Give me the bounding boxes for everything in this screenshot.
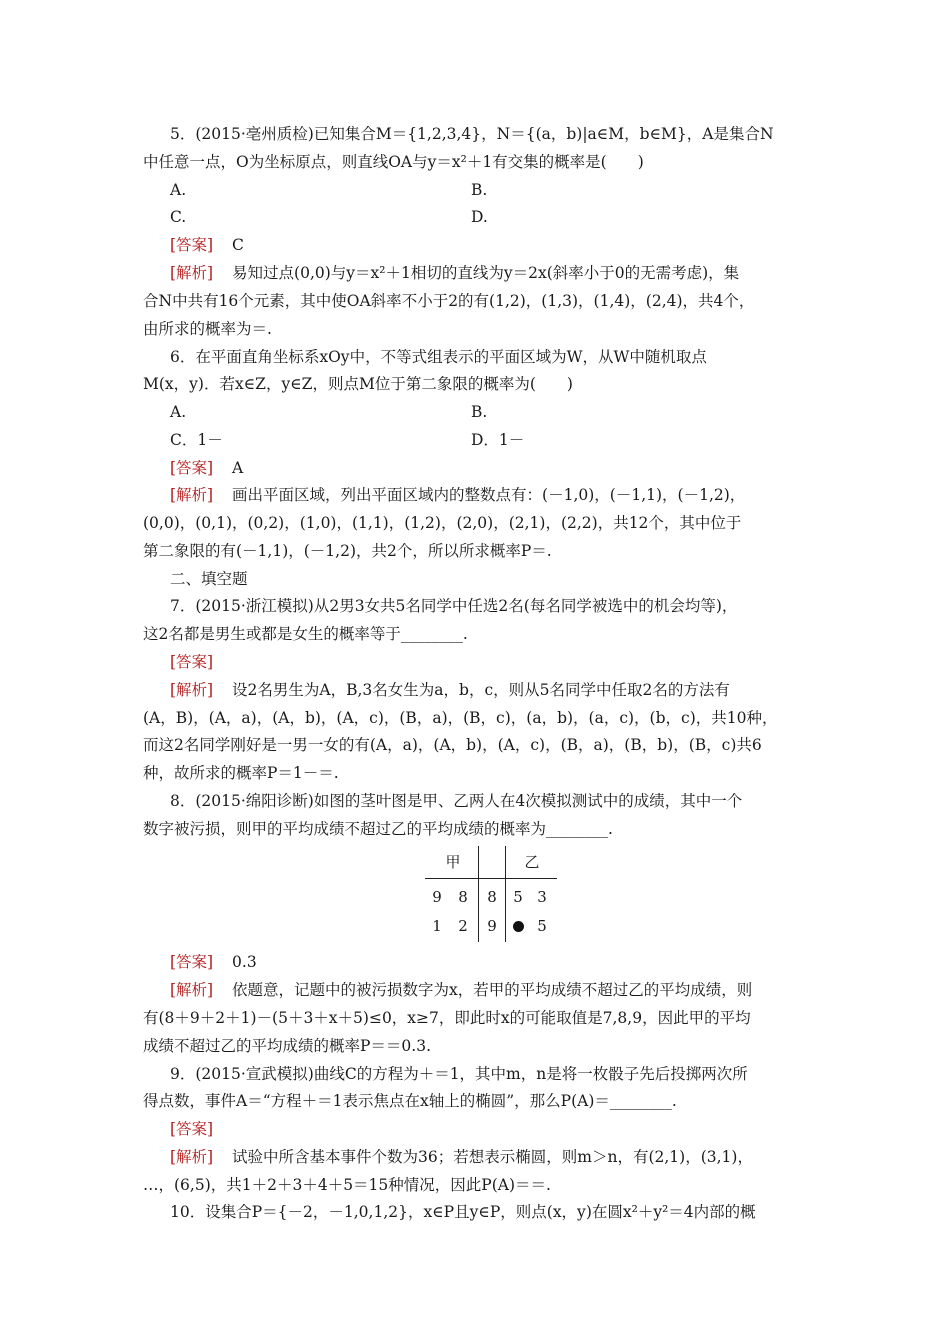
leaf-jia: 2 [458, 917, 468, 935]
q9-stem-line1: 9．(2015·宣武模拟)曲线C的方程为＋＝1，其中m，n是将一枚骰子先后投掷两次所 [170, 1065, 748, 1083]
header-yi: 乙 [524, 853, 540, 871]
answer-value: 0.3 [232, 953, 257, 971]
q5-explanation-line3: 由所求的概率为＝. [143, 320, 272, 338]
q9-answer [170, 1117, 213, 1141]
explanation-text: 试验中所含基本事件个数为36；若想表示椭圆，则m＞n，有(2,1)，(3,1)， [232, 1148, 753, 1166]
section-heading: 二、填空题 [170, 570, 248, 588]
answer-tag: [答案] [170, 459, 214, 477]
q8-stem-line2: 数字被污损，则甲的平均成绩不超过乙的平均成绩的概率为________. [143, 820, 613, 838]
leaf-jia: 8 [458, 888, 468, 906]
q7-explanation-line2: (A，B)，(A，a)，(A，b)，(A，c)，(B，a)，(B，c)，(a，b)，(a，c)，(b，c)，共10种， [143, 709, 778, 727]
answer-tag: [答案] [170, 653, 214, 671]
q5-option-b: B. [471, 181, 488, 199]
q6-option-d: D．1－ [471, 431, 525, 449]
q6-option-b: B. [471, 403, 488, 421]
q9-explanation-line1 [170, 1145, 753, 1169]
leaf-jia: 9 [432, 888, 442, 906]
q5-explanation-line1 [170, 261, 739, 285]
q5-stem-line1: 5．(2015·亳州质检)已知集合M＝{1,2,3,4}，N＝{(a，b)|a∈M，b∈M}，A是集合N [170, 125, 774, 143]
q8-stem-line1: 8．(2015·绵阳诊断)如图的茎叶图是甲、乙两人在4次模拟测试中的成绩，其中一个 [170, 792, 743, 810]
leaf-yi: 5 [513, 888, 523, 906]
q6-option-c: C．1－ [170, 431, 223, 449]
explanation-tag: [解析] [170, 486, 214, 504]
explanation-tag: [解析] [170, 264, 214, 282]
q6-stem-line1: 6．在平面直角坐标系xOy中，不等式组表示的平面区域为W，从W中随机取点 [170, 348, 707, 366]
explanation-tag: [解析] [170, 1148, 214, 1166]
q7-answer [170, 650, 213, 674]
q7-stem-line2: 这2名都是男生或都是女生的概率等于________. [143, 625, 468, 643]
leaf-yi: 3 [537, 888, 547, 906]
header-jia: 甲 [445, 853, 461, 871]
plot-header-rule [425, 878, 557, 879]
explanation-text: 设2名男生为A，B,3名女生为a，b，c，则从5名同学中任取2名的方法有 [232, 681, 730, 699]
q6-explanation-line1 [170, 483, 745, 507]
q5-option-d: D. [471, 208, 488, 226]
q8-answer [170, 950, 257, 974]
q6-stem-line2: M(x，y)．若x∈Z，y∈Z，则点M位于第二象限的概率为( ) [143, 375, 573, 393]
stem-value: 9 [487, 917, 497, 935]
answer-tag: [答案] [170, 1120, 214, 1138]
q8-explanation-line3: 成绩不超过乙的平均成绩的概率P＝＝0.3. [143, 1037, 432, 1055]
q6-option-a: A. [170, 403, 187, 421]
q5-option-a: A. [170, 181, 187, 199]
q5-explanation-line2: 合N中共有16个元素，其中使OA斜率不小于2的有(1,2)，(1,3)，(1,4)，(2,4)，共4个， [143, 292, 755, 310]
answer-tag: [答案] [170, 236, 214, 254]
q5-stem-line2: 中任意一点，O为坐标原点，则直线OA与y＝x²＋1有交集的概率是( ) [143, 153, 644, 171]
answer-tag: [答案] [170, 953, 214, 971]
answer-value: C [232, 236, 244, 254]
explanation-text: 依题意，记题中的被污损数字为x，若甲的平均成绩不超过乙的平均成绩，则 [232, 981, 753, 999]
explanation-tag: [解析] [170, 681, 214, 699]
smudged-digit-dot [513, 921, 524, 932]
q6-explanation-line3: 第二象限的有(－1,1)，(－1,2)，共2个，所以所求概率P＝. [143, 542, 552, 560]
explanation-tag: [解析] [170, 981, 214, 999]
explanation-text: 画出平面区域，列出平面区域内的整数点有：(－1,0)，(－1,1)，(－1,2)， [232, 486, 746, 504]
plot-divider-left [478, 846, 479, 942]
q6-answer [170, 456, 243, 480]
leaf-yi: 5 [537, 917, 547, 935]
stem-value: 8 [487, 888, 497, 906]
answer-value: A [232, 459, 244, 477]
q9-stem-line2: 得点数，事件A＝“方程＋＝1表示焦点在x轴上的椭圆”，那么P(A)＝________. [143, 1092, 677, 1110]
q7-explanation-line1 [170, 678, 730, 702]
explanation-text: 易知过点(0,0)与y＝x²＋1相切的直线为y＝2x(斜率小于0的无需考虑)，集 [232, 264, 740, 282]
q9-explanation-line2: …，(6,5)，共1＋2＋3＋4＋5＝15种情况，因此P(A)＝＝. [143, 1176, 551, 1194]
q8-explanation-line2: 有(8＋9＋2＋1)－(5＋3＋x＋5)≤0，x≥7，即此时x的可能取值是7,8,9，因此甲的平均 [143, 1009, 751, 1027]
leaf-jia: 1 [432, 917, 442, 935]
q7-explanation-line3: 而这2名同学刚好是一男一女的有(A，a)，(A，b)，(A，c)，(B，a)，(B，b)，(B，c)共6 [143, 736, 762, 754]
q7-explanation-line4: 种，故所求的概率P＝1－＝. [143, 764, 339, 782]
q8-explanation-line1 [170, 978, 752, 1002]
q10-stem-line1: 10．设集合P＝{－2，－1,0,1,2}，x∈P且y∈P，则点(x，y)在圆x²＋y²＝4内部的概 [170, 1203, 756, 1221]
q7-stem-line1: 7．(2015·浙江模拟)从2男3女共5名同学中任选2名(每名同学被选中的机会均等)， [170, 597, 738, 615]
stem-leaf-plot [425, 846, 557, 942]
q6-explanation-line2: (0,0)，(0,1)，(0,2)，(1,0)，(1,1)，(1,2)，(2,0)，(2,1)，(2,2)，共12个，其中位于 [143, 514, 742, 532]
q5-answer [170, 233, 244, 257]
plot-divider-right [505, 846, 506, 942]
q5-option-c: C. [170, 208, 187, 226]
